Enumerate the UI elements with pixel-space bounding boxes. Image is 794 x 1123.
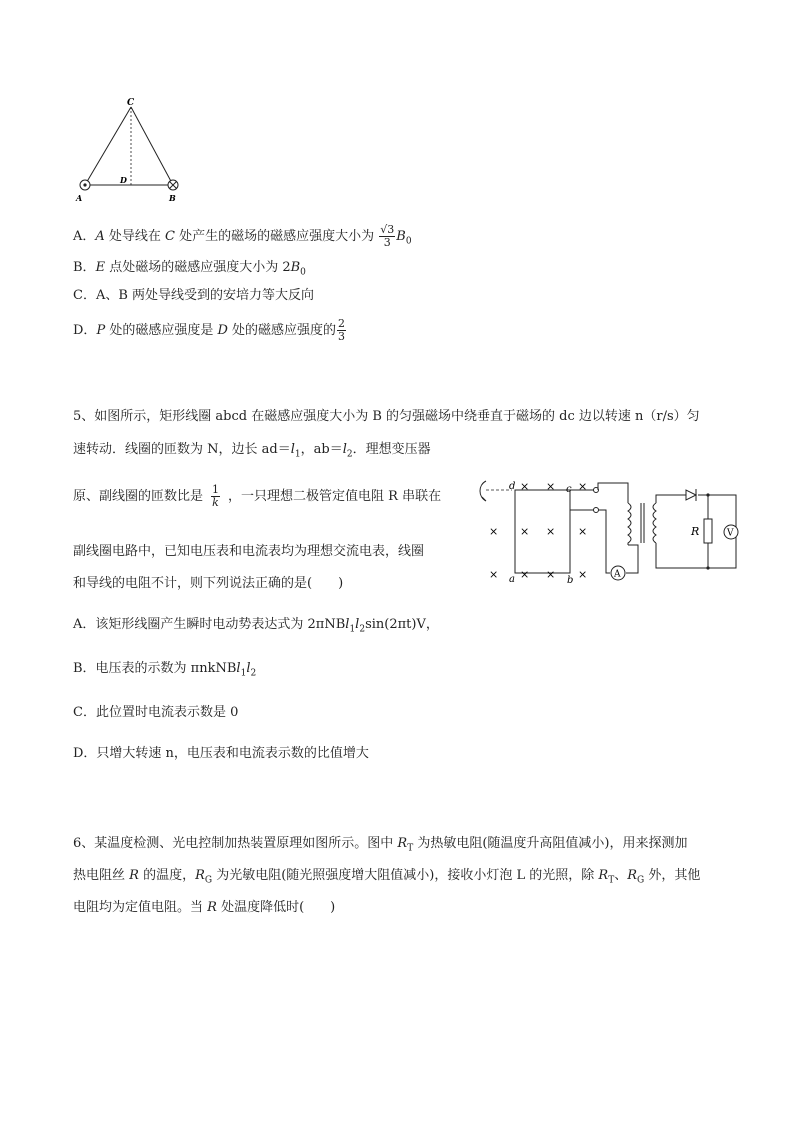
resistor-R [704, 519, 712, 543]
field-marks [489, 480, 587, 581]
ammeter-label: A [614, 569, 621, 580]
svg-text:×: × [546, 480, 556, 493]
label-B: B [169, 193, 176, 203]
resistor-label: R [691, 525, 700, 538]
rotation-arrow-icon [480, 481, 486, 501]
generator-circuit-figure [478, 475, 746, 590]
secondary-coil-icon [653, 503, 656, 543]
svg-text:×: × [520, 480, 530, 493]
q6-stem-line3: 电阻均为定值电阻。当 R 处温度降低时( ) [73, 900, 336, 915]
q5-stem-line2: 速转动．线圈的匝数为 N，边长 $ad=l_1$，$ab=l_2$．理想变压器 [73, 442, 431, 460]
voltmeter-label: V [727, 528, 734, 539]
q5-option-c: C．此位置时电流表示数是 0 [73, 705, 239, 720]
label-a: a [509, 574, 515, 585]
q6-stem-line1: 6、某温度检测、光电控制加热装置原理如图所示。图中 $R_T$ 为热敏电阻(随温度升高阻值减小)，用来探测加 [73, 836, 688, 854]
label-d: d [509, 481, 516, 492]
q5-option-d: D．只增大转速 n，电压表和电流表示数的比值增大 [73, 746, 369, 761]
svg-text:×: × [489, 525, 499, 538]
label-b: b [567, 575, 574, 586]
primary-coil-icon [628, 503, 631, 545]
q5-stem-line1: 5、如图所示，矩形线圈 abcd 在磁感应强度大小为 B 的匀强磁场中绕垂直于磁场的 dc 边以转速 n（r/s）匀 [73, 409, 700, 424]
q5-stem-line4: 副线圈电路中，已知电压表和电流表均为理想交流电表，线圈 [73, 544, 425, 559]
triangle-figure [70, 95, 190, 205]
svg-text:×: × [546, 568, 556, 581]
label-D: D [120, 175, 127, 185]
q4-option-a: A．A 处导线在 C 处产生的磁场的磁感应强度大小为 $\frac{√3}{3}$ $B_0$ [73, 223, 412, 249]
svg-text:×: × [520, 525, 530, 538]
q6-stem-line2: 热电阻丝 R 的温度，$R_G$ 为光敏电阻(随光照强度增大阻值减小)，接收小灯泡 L 的光照，除 $R_T$、$R_G$ 外，其他 [73, 868, 701, 886]
q5-option-b: B．电压表的示数为 $\pi nkNBl_1l_2$ [73, 661, 257, 679]
label-C: C [127, 98, 135, 108]
q4-option-b: B．E 点处磁场的磁感应强度大小为 $2B_0$ [73, 260, 306, 278]
diode-icon [686, 490, 696, 500]
q5-stem-line5: 和导线的电阻不计，则下列说法正确的是( ) [73, 576, 344, 591]
svg-text:×: × [546, 525, 556, 538]
q4-option-c: C．A、B 两处导线受到的安培力等大反向 [73, 288, 315, 303]
svg-text:×: × [489, 568, 499, 581]
svg-text:×: × [520, 568, 530, 581]
q5-stem-line3: 原、副线圈的匝数比是 $\frac{1}{k}$ ，一只理想二极管定值电阻 R 串联在 [73, 483, 442, 509]
label-c: c [566, 484, 572, 495]
svg-text:×: × [578, 568, 588, 581]
label-A: A [76, 193, 83, 203]
q5-option-a: A．该矩形线圈产生瞬时电动势表达式为 $2\pi NBl_1l_2\sin(2\pi t)V$， [73, 617, 439, 635]
side-BC [131, 107, 173, 185]
svg-text:×: × [578, 480, 588, 493]
svg-text:×: × [578, 525, 588, 538]
side-AC [85, 107, 131, 185]
q4-option-d: D．P 处的磁感应强度是 D 处的磁感应强度的 $\frac{2}{3}$ [73, 317, 346, 343]
